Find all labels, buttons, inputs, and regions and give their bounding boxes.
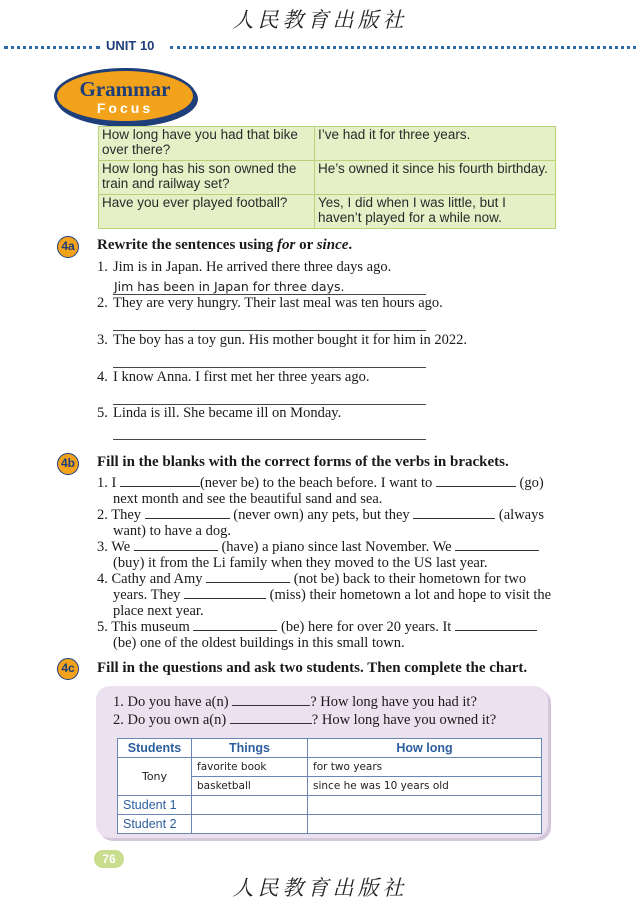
grammar-question: How long has his son owned the train and railway set? bbox=[99, 161, 315, 195]
grammar-focus-title: Grammar bbox=[79, 77, 171, 101]
chart-row-tony-1 bbox=[118, 758, 542, 777]
fill-line-3 bbox=[97, 507, 544, 524]
fill-line-5 bbox=[97, 539, 539, 556]
fill-blank[interactable] bbox=[184, 587, 266, 599]
fill-text: 5. This museum bbox=[97, 619, 194, 635]
instruction-4a bbox=[97, 237, 352, 254]
fill-line-9: place next year. bbox=[113, 603, 204, 619]
chart-row-student1 bbox=[118, 796, 542, 815]
instruction-text: . bbox=[348, 237, 353, 253]
instruction-4c: Fill in the questions and ask two students. Then complete the chart. bbox=[97, 660, 528, 676]
grammar-row bbox=[99, 127, 556, 161]
instruction-4b: Fill in the blanks with the correct forms of the verbs in brackets. bbox=[97, 454, 509, 470]
section-badge-4c: 4c bbox=[57, 658, 79, 680]
item-number: 4. bbox=[97, 369, 108, 385]
survey-chart bbox=[117, 738, 542, 834]
survey-question-1 bbox=[113, 694, 477, 711]
chart-header-how-long: How long bbox=[308, 739, 542, 758]
answer-line-3[interactable] bbox=[113, 367, 426, 368]
exercise-item-4a-1 bbox=[97, 259, 391, 276]
fill-text: 3. We bbox=[97, 539, 134, 555]
fill-blank[interactable] bbox=[232, 694, 310, 706]
instruction-text: or bbox=[295, 237, 317, 253]
fill-blank[interactable] bbox=[120, 475, 200, 487]
grammar-row bbox=[99, 195, 556, 229]
fill-blank[interactable] bbox=[436, 475, 516, 487]
grammar-answer: I’ve had it for three years. bbox=[315, 127, 556, 161]
fill-text: (be) here for over 20 years. It bbox=[277, 619, 455, 635]
fill-text: (not be) back to their hometown for two bbox=[290, 571, 527, 587]
dotted-rule-left bbox=[4, 46, 100, 49]
chart-student-2: Student 2 bbox=[118, 815, 192, 834]
unit-bar bbox=[0, 38, 640, 56]
fill-line-11: (be) one of the oldest buildings in this small town. bbox=[113, 635, 405, 651]
fill-blank[interactable] bbox=[230, 712, 312, 724]
fill-blank[interactable] bbox=[455, 539, 539, 551]
item-number: 1. bbox=[97, 259, 108, 275]
chart-thing: basketball bbox=[192, 777, 308, 796]
answer-line-2[interactable] bbox=[113, 330, 426, 331]
fill-text: 4. Cathy and Amy bbox=[97, 571, 207, 587]
item-text: They are very hungry. Their last meal was ten hours ago. bbox=[113, 295, 443, 311]
chart-thing-cell[interactable] bbox=[192, 796, 308, 815]
grammar-row bbox=[99, 161, 556, 195]
item-text: Linda is ill. She became ill on Monday. bbox=[113, 405, 342, 421]
fill-line-10 bbox=[97, 619, 537, 636]
fill-blank[interactable] bbox=[193, 619, 277, 631]
fill-text: (miss) their hometown a lot and hope to visit the bbox=[266, 587, 552, 603]
chart-student-tony: Tony bbox=[118, 758, 192, 796]
item-number: 2. bbox=[97, 295, 108, 311]
question-text: ? How long have you had it? bbox=[310, 694, 477, 710]
fill-text: 1. I bbox=[97, 475, 120, 491]
exercise-item-4a-3 bbox=[97, 332, 467, 349]
fill-blank[interactable] bbox=[206, 571, 290, 583]
fill-blank[interactable] bbox=[413, 507, 495, 519]
fill-text: 2. They bbox=[97, 507, 145, 523]
fill-line-6: (buy) it from the Li family when they moved to the US last year. bbox=[113, 555, 488, 571]
fill-blank[interactable] bbox=[145, 507, 230, 519]
grammar-focus-badge bbox=[54, 68, 196, 124]
item-text: The boy has a toy gun. His mother bought it for him in 2022. bbox=[113, 332, 468, 348]
fill-text: (never own) any pets, but they bbox=[229, 507, 414, 523]
chart-header-things: Things bbox=[192, 739, 308, 758]
chart-duration-cell[interactable] bbox=[308, 815, 542, 834]
chart-duration: since he was 10 years old bbox=[308, 777, 542, 796]
grammar-answer: Yes, I did when I was little, but I haven’t played for a while now. bbox=[315, 195, 556, 229]
fill-line-7 bbox=[97, 571, 526, 588]
question-text: 1. Do you have a(n) bbox=[113, 694, 233, 710]
answer-line-5[interactable] bbox=[113, 439, 426, 440]
item-number: 3. bbox=[97, 332, 108, 348]
exercise-item-4a-2 bbox=[97, 295, 443, 312]
chart-thing: favorite book bbox=[192, 758, 308, 777]
fill-blank[interactable] bbox=[455, 619, 537, 631]
question-text: 2. Do you own a(n) bbox=[113, 712, 230, 728]
item-number: 5. bbox=[97, 405, 108, 421]
item-text: I know Anna. I first met her three years ago. bbox=[113, 369, 370, 385]
exercise-item-4a-5 bbox=[97, 405, 341, 422]
chart-duration: for two years bbox=[308, 758, 542, 777]
instruction-text: Rewrite the sentences using bbox=[97, 237, 277, 253]
publisher-footer: 人民教育出版社 bbox=[232, 876, 408, 900]
question-text: ? How long have you owned it? bbox=[311, 712, 497, 728]
page-number: 76 bbox=[94, 850, 124, 868]
grammar-focus-subtitle: Focus bbox=[96, 100, 154, 116]
survey-question-2 bbox=[113, 712, 496, 729]
chart-thing-cell[interactable] bbox=[192, 815, 308, 834]
chart-header-row bbox=[118, 739, 542, 758]
fill-text: years. They bbox=[113, 587, 184, 603]
fill-line-2: next month and see the beautiful sand and sea. bbox=[113, 491, 383, 507]
fill-text: (have) a piano since last November. We bbox=[217, 539, 456, 555]
fill-blank[interactable] bbox=[134, 539, 218, 551]
fill-text: (never be) to the beach before. I want to bbox=[199, 475, 436, 491]
grammar-answer: He’s owned it since his fourth birthday. bbox=[315, 161, 556, 195]
chart-student-1: Student 1 bbox=[118, 796, 192, 815]
fill-line-4: want) to have a dog. bbox=[113, 523, 231, 539]
instruction-keyword-since: since bbox=[316, 237, 349, 253]
fill-line-8 bbox=[113, 587, 551, 604]
instruction-keyword-for: for bbox=[276, 237, 296, 253]
fill-text: (always bbox=[495, 507, 544, 523]
fill-text: (go) bbox=[515, 475, 544, 491]
grammar-question: Have you ever played football? bbox=[99, 195, 315, 229]
publisher-header: 人民教育出版社 bbox=[232, 8, 408, 32]
fill-line-1 bbox=[97, 475, 544, 492]
exercise-item-4a-4 bbox=[97, 369, 369, 386]
chart-duration-cell[interactable] bbox=[308, 796, 542, 815]
unit-label: UNIT 10 bbox=[106, 38, 155, 53]
grammar-table bbox=[98, 126, 556, 229]
dotted-rule-right bbox=[170, 46, 636, 49]
chart-header-students: Students bbox=[118, 739, 192, 758]
example-answer: Jim has been in Japan for three days. bbox=[114, 279, 345, 294]
section-badge-4b: 4b bbox=[57, 453, 79, 475]
grammar-question: How long have you had that bike over there? bbox=[99, 127, 315, 161]
chart-row-student2 bbox=[118, 815, 542, 834]
section-badge-4a: 4a bbox=[57, 236, 79, 258]
item-text: Jim is in Japan. He arrived there three days ago. bbox=[113, 259, 392, 275]
